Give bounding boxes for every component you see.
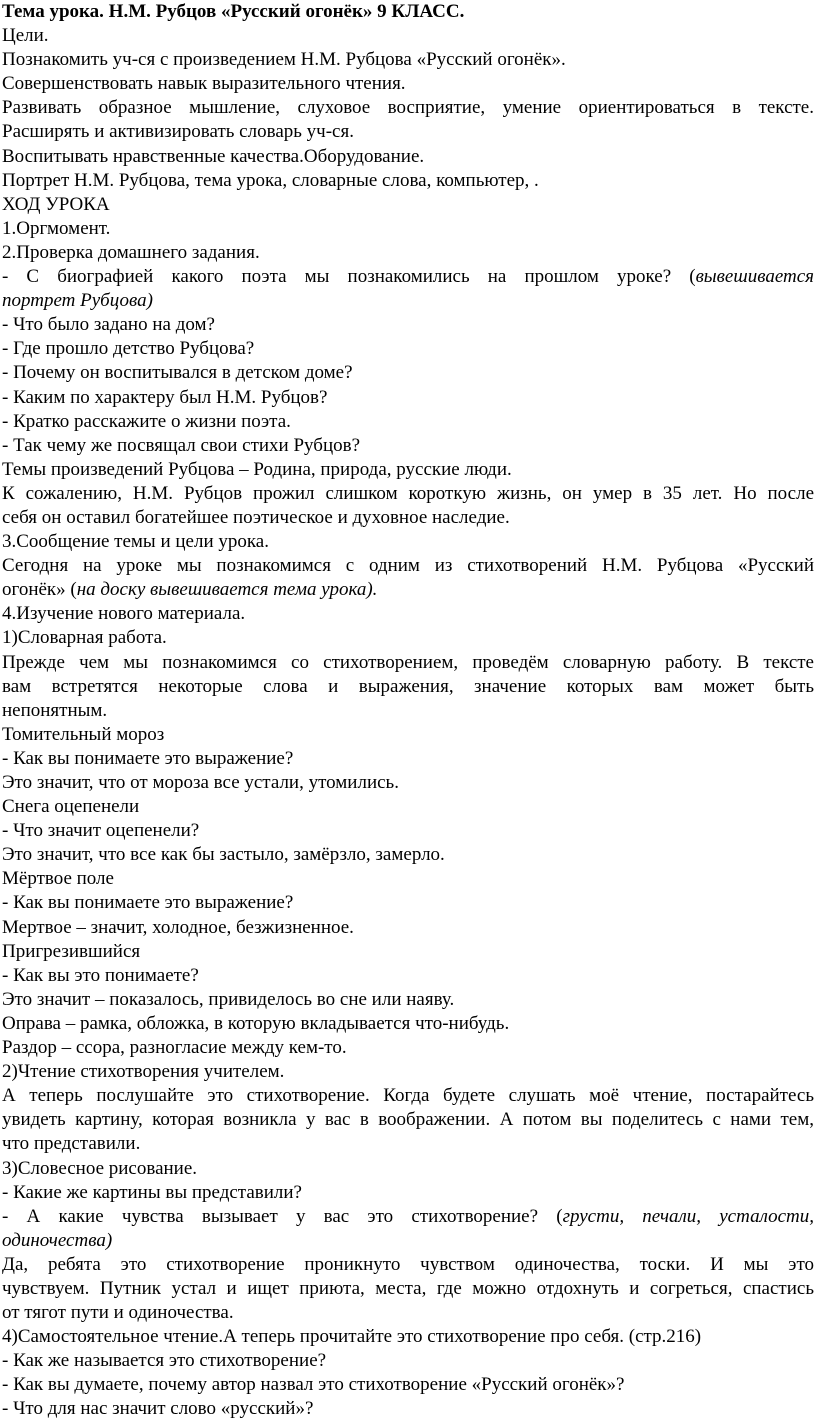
vocab-question: - Как вы понимаете это выражение? bbox=[2, 892, 294, 914]
home-question: - Почему он воспитывался в детском доме? bbox=[2, 362, 353, 384]
step-heading: 3.Сообщение темы и цели урока. bbox=[2, 531, 269, 553]
vocab-answer: Это значит, что все как бы застыло, замёрзло, замерло. bbox=[2, 844, 445, 866]
vocab-term: Томительный мороз bbox=[2, 723, 165, 745]
step-heading: 2.Проверка домашнего задания. bbox=[2, 241, 260, 263]
goal-item: Расширять и активизировать словарь уч-ся. bbox=[2, 121, 354, 143]
teacher-note: портрет Рубцова) bbox=[2, 290, 153, 312]
question-bio-cont bbox=[2, 289, 814, 313]
equipment-text: Портрет Н.М. Рубцова, тема урока, словарные слова, компьютер, . bbox=[2, 169, 539, 191]
home-question: - Так чему же посвящал свои стихи Рубцов? bbox=[2, 434, 361, 456]
paragraph-line: увидеть картину, которая возникла у вас в воображении. А потом вы поделитесь с нами тем, bbox=[2, 1109, 814, 1131]
vocab-term: Снега оцепенели bbox=[2, 796, 140, 818]
home-question: - Кратко расскажите о жизни поэта. bbox=[2, 410, 291, 432]
final-question: - Что для нас значит слово «русский»? bbox=[2, 1398, 314, 1420]
goal-item: Развивать образное мышление, слуховое восприятие, умение ориентироваться в тексте. bbox=[2, 97, 814, 119]
question-bio bbox=[2, 265, 814, 289]
home-question: - Что было задано на дом? bbox=[2, 314, 215, 336]
paragraph-line: К сожалению, Н.М. Рубцов прожил слишком короткую жизнь, он умер в 35 лет. Но после bbox=[2, 482, 814, 504]
goals-heading: Цели. bbox=[2, 25, 49, 47]
home-question: - Каким по характеру был Н.М. Рубцов? bbox=[2, 386, 328, 408]
paragraph-line: А теперь послушайте это стихотворение. Когда будете слушать моё чтение, постарайтесь bbox=[2, 1085, 814, 1107]
vocab-term: Пригрезившийся bbox=[2, 940, 141, 962]
sub-heading: 2)Чтение стихотворения учителем. bbox=[2, 1061, 285, 1083]
paragraph-text: огонёк» ( bbox=[2, 579, 77, 601]
question-text: - А какие чувства вызывает у вас это стихотворение? ( bbox=[2, 1205, 563, 1227]
sub-heading: 4)Самостоятельное чтение.А теперь прочитайте это стихотворение про себя. (стр.216) bbox=[2, 1326, 702, 1348]
question-pictures: - Какие же картины вы представили? bbox=[2, 1181, 302, 1203]
goal-item: Познакомить уч-ся с произведением Н.М. Рубцова «Русский огонёк». bbox=[2, 49, 566, 71]
paragraph-line: себя он оставил богатейшее поэтическое и духовное наследие. bbox=[2, 506, 510, 528]
paragraph-line: что представили. bbox=[2, 1133, 141, 1155]
teacher-note: на доску вывешивается тема урока). bbox=[76, 579, 378, 601]
sub-heading: 3)Словесное рисование. bbox=[2, 1157, 198, 1179]
home-question: - Где прошло детство Рубцова? bbox=[2, 338, 255, 360]
vocab-definition: Оправа – рамка, обложка, в которую вкладывается что-нибудь. bbox=[2, 1012, 510, 1034]
question-feelings-cont bbox=[2, 1229, 814, 1253]
question-feelings bbox=[2, 1205, 814, 1229]
paragraph-line: Прежде чем мы познакомимся со стихотворением, проведём словарную работу. В тексте bbox=[2, 651, 814, 673]
paragraph-line: чувствуем. Путник устал и ищет приюта, места, где можно отдохнуть и согреться, спастись bbox=[2, 1277, 814, 1299]
step-heading: 1.Оргмомент. bbox=[2, 217, 111, 239]
teacher-note: грусти, печали, усталости, bbox=[562, 1205, 814, 1227]
paragraph-line: Сегодня на уроке мы познакомимся с одним из стихотворений Н.М. Рубцова «Русский bbox=[2, 555, 814, 577]
vocab-question: - Как вы понимаете это выражение? bbox=[2, 747, 294, 769]
vocab-question: - Как вы это понимаете? bbox=[2, 964, 199, 986]
lesson-title: Тема урока. Н.М. Рубцов «Русский огонёк» 9 КЛАСС. bbox=[2, 1, 465, 22]
vocab-term: Мёртвое поле bbox=[2, 868, 114, 890]
question-text: - С биографией какого поэта мы познакомились на прошлом уроке? ( bbox=[2, 266, 696, 288]
goal-item: Совершенствовать навык выразительного чтения. bbox=[2, 73, 406, 95]
themes-text: Темы произведений Рубцова – Родина, природа, русские люди. bbox=[2, 458, 512, 480]
paragraph-line: Да, ребята это стихотворение проникнуто чувством одиночества, тоски. И мы это bbox=[2, 1253, 814, 1275]
final-question: - Как же называется это стихотворение? bbox=[2, 1350, 327, 1372]
paragraph-line: непонятным. bbox=[2, 699, 108, 721]
goal-item: Воспитывать нравственные качества.Оборудование. bbox=[2, 145, 425, 167]
teacher-note: одиночества) bbox=[2, 1229, 113, 1251]
paragraph-line: вам встретятся некоторые слова и выражения, значение которых вам может быть bbox=[2, 675, 814, 697]
vocab-answer: Это значит, что от мороза все устали, утомились. bbox=[2, 772, 399, 793]
vocab-answer: Мертвое – значит, холодное, безжизненное. bbox=[2, 916, 354, 938]
vocab-answer: Это значит – показалось, привиделось во сне или наяву. bbox=[2, 988, 455, 1010]
vocab-definition: Раздор – ссора, разногласие между кем-то. bbox=[2, 1037, 347, 1059]
step-heading: 4.Изучение нового материала. bbox=[2, 603, 246, 625]
teacher-note: вывешивается bbox=[695, 266, 814, 288]
lesson-heading: ХОД УРОКА bbox=[2, 193, 110, 215]
final-question: - Как вы думаете, почему автор назвал это стихотворение «Русский огонёк»? bbox=[2, 1374, 625, 1396]
paragraph-line bbox=[2, 578, 814, 602]
vocab-question: - Что значит оцепенели? bbox=[2, 820, 200, 842]
sub-heading: 1)Словарная работа. bbox=[2, 627, 167, 649]
paragraph-line: от тягот пути и одиночества. bbox=[2, 1302, 234, 1324]
